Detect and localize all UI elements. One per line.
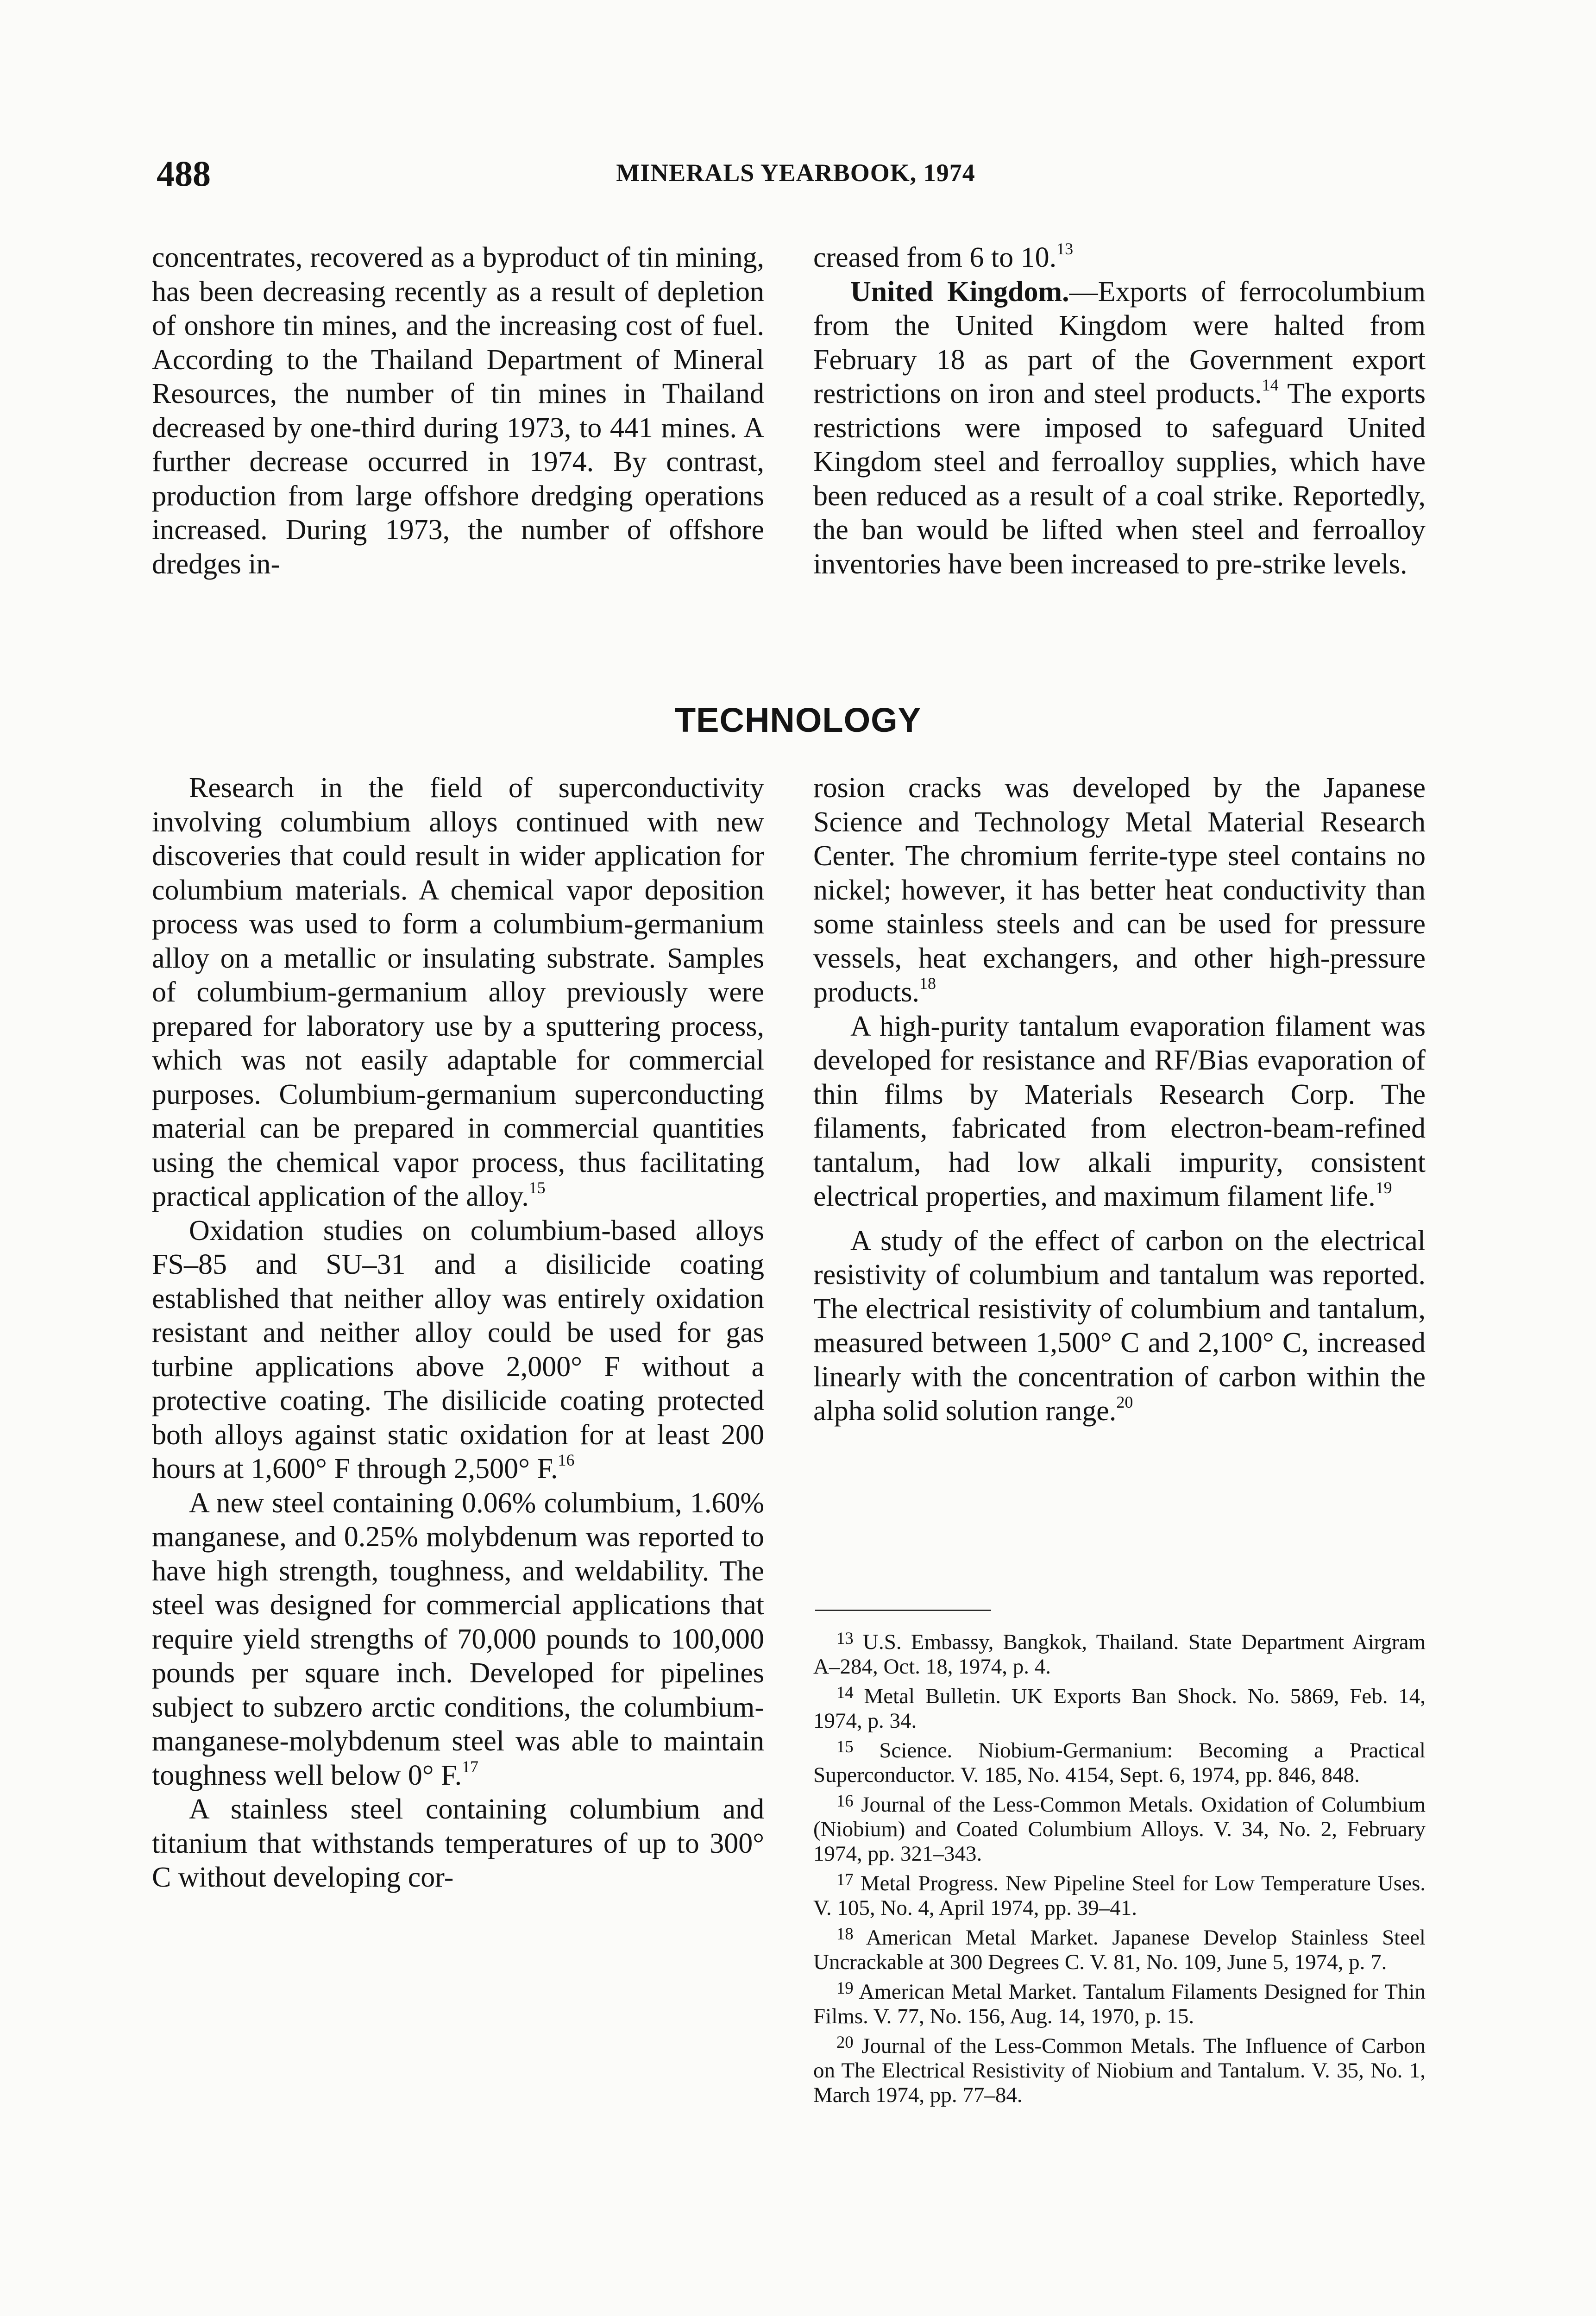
footnote [813, 1680, 1426, 1733]
technology-right-column [813, 771, 1426, 1429]
footnote-text: Journal of the Less-Common Metals. The Influence of Carbon on The Electrical Resistivity of Niobium and Tantalum. V. 35, No. 1, March 1974, pp. 77–84. [813, 2033, 1426, 2107]
footnote-text: Metal Progress. New Pipeline Steel for Low Temperature Uses. V. 105, No. 4, April 1974, pp. 39–41. [813, 1871, 1426, 1920]
footnote-number: 17 [836, 1869, 854, 1889]
paragraph [813, 275, 1426, 582]
footnote-text: American Metal Market. Tantalum Filaments Designed for Thin Films. V. 77, No. 156, Aug. 14, 1970, p. 15. [813, 1979, 1426, 2028]
footnote [813, 2030, 1426, 2108]
footnote-text: U.S. Embassy, Bangkok, Thailand. State Department Airgram A–284, Oct. 18, 1974, p. 4. [813, 1630, 1426, 1679]
footnote-ref: 13 [1056, 239, 1074, 258]
paragraph [813, 1010, 1426, 1214]
section-heading: TECHNOLOGY [674, 701, 922, 739]
footnote-ref: 14 [1262, 376, 1279, 395]
footnote-number: 14 [836, 1682, 854, 1702]
paragraph-gap [813, 1214, 1426, 1224]
footnote-ref: 19 [1375, 1178, 1392, 1197]
running-head: MINERALS YEARBOOK, 1974 [616, 159, 975, 187]
footnote-number: 13 [836, 1629, 854, 1648]
paragraph-text: —Exports of ferrocolumbium from the United Kingdom were halted from February 18 as part of the Government export restrictions on iron and steel products. [813, 276, 1426, 409]
paragraph-text: Research in the field of superconductivity involving columbium alloys continued with new discoveries that could result in wider application for columbium materials. A chemical vapor deposition process was used to form a columbium-germanium alloy on a metallic or insulating substrate. Samples of columbium-germanium alloy previously were prepared for laboratory use by a sputtering process, which was not easily adaptable for commercial purposes. Columbium-germanium superconducting material can be prepared in commercial quantities using the chemical vapor process, thus facilitating practical application of the alloy. [152, 772, 764, 1212]
top-left-column [152, 241, 764, 581]
page-header [157, 153, 1435, 195]
footnote [813, 1867, 1426, 1920]
footnote [813, 1921, 1426, 1975]
footnote-number: 20 [836, 2032, 854, 2052]
paragraph-text: A high-purity tantalum evaporation filament was developed for resistance and RF/Bias evaporation of thin films by Materials Research Corp. The filaments, fabricated from electron-beam-refined tantalum, had low alkali impurity, consistent electrical properties, and maximum filament life. [813, 1010, 1426, 1212]
footnote-text: Journal of the Less-Common Metals. Oxidation of Columbium (Niobium) and Coated Columbium Alloys. V. 34, No. 2, February 1974, pp. 321–343. [813, 1792, 1426, 1866]
footnote-ref: 20 [1116, 1393, 1133, 1412]
footnote-ref: 16 [558, 1451, 575, 1470]
paragraph [813, 241, 1426, 275]
footnote-number: 16 [836, 1791, 854, 1810]
footnote-number: 15 [836, 1737, 854, 1756]
top-right-column [813, 241, 1426, 581]
paragraph-text: Oxidation studies on columbium-based alloys FS–85 and SU–31 and a disilicide coating established that neither alloy was entirely oxidation resistant and neither alloy could be used for gas turbine applications above 2,000° F without a protective coating. The disilicide coating protected both alloys against static oxidation for at least 200 hours at 1,600° F through 2,500° F. [152, 1215, 764, 1485]
footnote-ref: 17 [462, 1757, 479, 1776]
footnote-ref: 15 [528, 1178, 546, 1197]
paragraph [152, 771, 764, 1214]
footnote [813, 1734, 1426, 1787]
paragraph [152, 1486, 764, 1793]
footnote-text: American Metal Market. Japanese Develop Stainless Steel Uncrackable at 300 Degrees C. V. 81, No. 109, June 5, 1974, p. 7. [813, 1925, 1426, 1974]
paragraph-text: rosion cracks was developed by the Japanese Science and Technology Metal Material Research Center. The chromium ferrite-type steel contains no nickel; however, it has better heat conductivity than some stainless steels and can be used for pressure vessels, heat exchangers, and other high-pressure products. [813, 772, 1426, 1008]
paragraph [813, 771, 1426, 1010]
paragraph-text: A study of the effect of carbon on the electrical resistivity of columbium and tantalum was reported. The electrical resistivity of columbium and tantalum, measured between 1,500° C and 2,100° C, increased linearly with the concentration of carbon within the alpha solid solution range. [813, 1225, 1426, 1427]
technology-left-column [152, 771, 764, 1895]
paragraph [813, 1224, 1426, 1429]
paragraph [152, 1214, 764, 1486]
footnote [813, 1626, 1426, 1679]
paragraph-text: A new steel containing 0.06% columbium, 1.60% manganese, and 0.25% molybdenum was reported to have high strength, toughness, and weldability. The steel was designed for commercial applications that require yield strengths of 70,000 pounds to 100,000 pounds per square inch. Developed for pipelines subject to subzero arctic conditions, the columbium-manganese-molybdenum steel was able to maintain toughness well below 0° F. [152, 1487, 764, 1791]
paragraph-text: The exports restrictions were imposed to safeguard United Kingdom steel and ferroalloy supplies, which have been reduced as a result of a coal strike. Reportedly, the ban would be lifted when steel and ferroalloy inventories have been increased to pre-strike levels. [813, 378, 1426, 580]
footnote-number: 19 [836, 1978, 854, 1997]
run-in-heading: United Kingdom. [850, 276, 1069, 308]
footnotes [813, 1626, 1426, 2108]
footnote-text: Metal Bulletin. UK Exports Ban Shock. No. 5869, Feb. 14, 1974, p. 34. [813, 1684, 1426, 1733]
footnote [813, 1788, 1426, 1866]
paragraph-text: creased from 6 to 10. [813, 242, 1057, 273]
footnote-text: Science. Niobium-Germanium: Becoming a Practical Superconductor. V. 185, No. 4154, Sept. 6, 1974, pp. 846, 848. [813, 1738, 1426, 1787]
paragraph: concentrates, recovered as a byproduct of tin mining, has been decreasing recently as a result of depletion of onshore tin mines, and the increasing cost of fuel. According to the Thailand Department of Mineral Resources, the number of tin mines in Thailand decreased by one-third during 1973, to 441 mines. A further decrease occurred in 1974. By contrast, production from large offshore dredging operations increased. During 1973, the number of offshore dredges in- [152, 242, 764, 580]
footnote-divider [815, 1610, 991, 1611]
page-number: 488 [157, 153, 211, 194]
footnote-number: 18 [836, 1924, 854, 1943]
footnote-ref: 18 [919, 974, 936, 993]
footnote [813, 1976, 1426, 2029]
paragraph: A stainless steel containing columbium and titanium that withstands temperatures of up to 300° C without developing cor- [152, 1794, 764, 1893]
